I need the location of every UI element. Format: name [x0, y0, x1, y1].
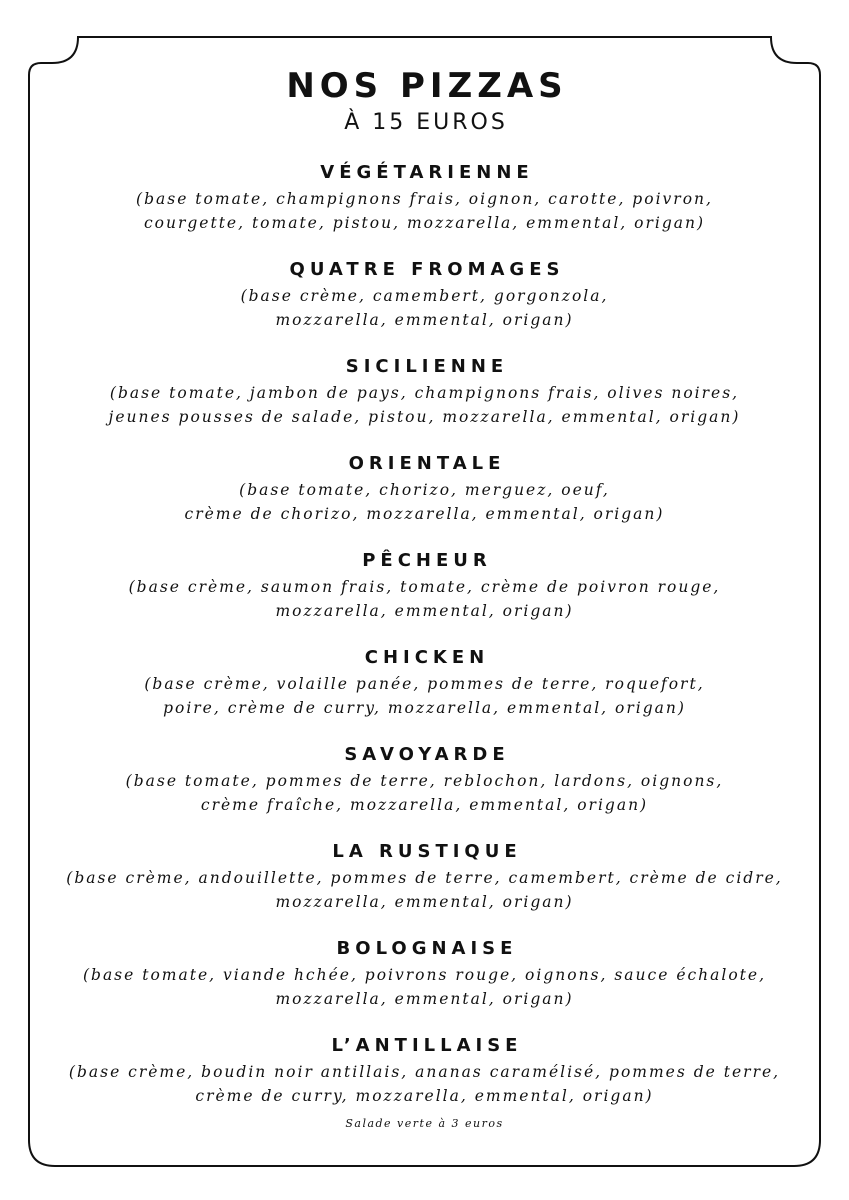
pizza-ingredients-line: poire, crème de curry, mozzarella, emmental, origan)	[163, 699, 686, 717]
pizza-name: QUATRE FROMAGES	[289, 259, 565, 280]
menu-footer-note: Salade verte à 3 euros	[345, 1117, 504, 1130]
pizza-name: PÊCHEUR	[362, 550, 492, 571]
pizza-ingredients	[40, 769, 809, 817]
pizza-item-bolognaise	[40, 936, 809, 1011]
pizza-name: VÉGÉTARIENNE	[320, 162, 534, 183]
pizza-ingredients-line: (base tomate, pommes de terre, reblochon, lardons, oignons,	[125, 772, 724, 790]
pizza-ingredients-line: (base crème, boudin noir antillais, ananas caramélisé, pommes de terre,	[68, 1063, 781, 1081]
pizza-item-chicken	[40, 645, 809, 720]
pizza-ingredients-line: (base crème, volaille panée, pommes de terre, roquefort,	[144, 675, 705, 693]
pizza-ingredients	[40, 963, 809, 1011]
pizza-ingredients-line: (base crème, saumon frais, tomate, crème de poivron rouge,	[128, 578, 721, 596]
pizza-ingredients-line: (base crème, andouillette, pommes de terre, camembert, crème de cidre,	[66, 869, 783, 887]
pizza-ingredients-line: (base tomate, chorizo, merguez, oeuf,	[239, 481, 610, 499]
pizza-name: CHICKEN	[364, 647, 490, 668]
pizza-name: SICILIENNE	[345, 356, 509, 377]
pizza-ingredients-line: (base tomate, viande hchée, poivrons rouge, oignons, sauce échalote,	[82, 966, 767, 984]
pizza-ingredients	[40, 478, 809, 526]
pizza-ingredients-line: crème de chorizo, mozzarella, emmental, origan)	[184, 505, 665, 523]
pizza-item-vegetarienne	[40, 160, 809, 235]
pizza-name: BOLOGNAISE	[336, 938, 518, 959]
pizza-item-pecheur	[40, 548, 809, 623]
pizza-ingredients-line: mozzarella, emmental, origan)	[275, 602, 574, 620]
pizza-item-savoyarde	[40, 742, 809, 817]
pizza-item-lantillaise	[40, 1033, 809, 1108]
menu-card	[40, 60, 809, 1132]
pizza-ingredients	[40, 187, 809, 235]
pizza-ingredients	[40, 284, 809, 332]
pizza-list	[40, 160, 809, 1108]
pizza-name: SAVOYARDE	[344, 744, 510, 765]
menu-title: NOS PIZZAS	[286, 66, 568, 106]
pizza-ingredients-line: mozzarella, emmental, origan)	[275, 311, 574, 329]
pizza-ingredients-line: jeunes pousses de salade, pistou, mozzarella, emmental, origan)	[108, 408, 741, 426]
pizza-ingredients	[40, 575, 809, 623]
pizza-ingredients	[40, 672, 809, 720]
pizza-ingredients-line: mozzarella, emmental, origan)	[275, 990, 574, 1008]
menu-subtitle: À 15 EUROS	[344, 110, 508, 135]
pizza-ingredients	[40, 1060, 809, 1108]
pizza-ingredients	[40, 866, 809, 914]
pizza-item-orientale	[40, 451, 809, 526]
pizza-ingredients-line: mozzarella, emmental, origan)	[275, 893, 574, 911]
pizza-name: ORIENTALE	[348, 453, 506, 474]
pizza-item-quatre-fromages	[40, 257, 809, 332]
pizza-ingredients-line: courgette, tomate, pistou, mozzarella, emmental, origan)	[143, 214, 706, 232]
pizza-ingredients-line: crème fraîche, mozzarella, emmental, origan)	[200, 796, 649, 814]
pizza-item-sicilienne	[40, 354, 809, 429]
pizza-item-la-rustique	[40, 839, 809, 914]
pizza-name: LA RUSTIQUE	[332, 841, 522, 862]
pizza-ingredients-line: (base tomate, champignons frais, oignon, carotte, poivron,	[136, 190, 713, 208]
pizza-ingredients-line: (base tomate, jambon de pays, champignons frais, olives noires,	[109, 384, 740, 402]
pizza-name: L’ANTILLAISE	[331, 1035, 523, 1056]
pizza-ingredients	[40, 381, 809, 429]
pizza-ingredients-line: (base crème, camembert, gorgonzola,	[240, 287, 609, 305]
pizza-ingredients-line: crème de curry, mozzarella, emmental, origan)	[195, 1087, 654, 1105]
